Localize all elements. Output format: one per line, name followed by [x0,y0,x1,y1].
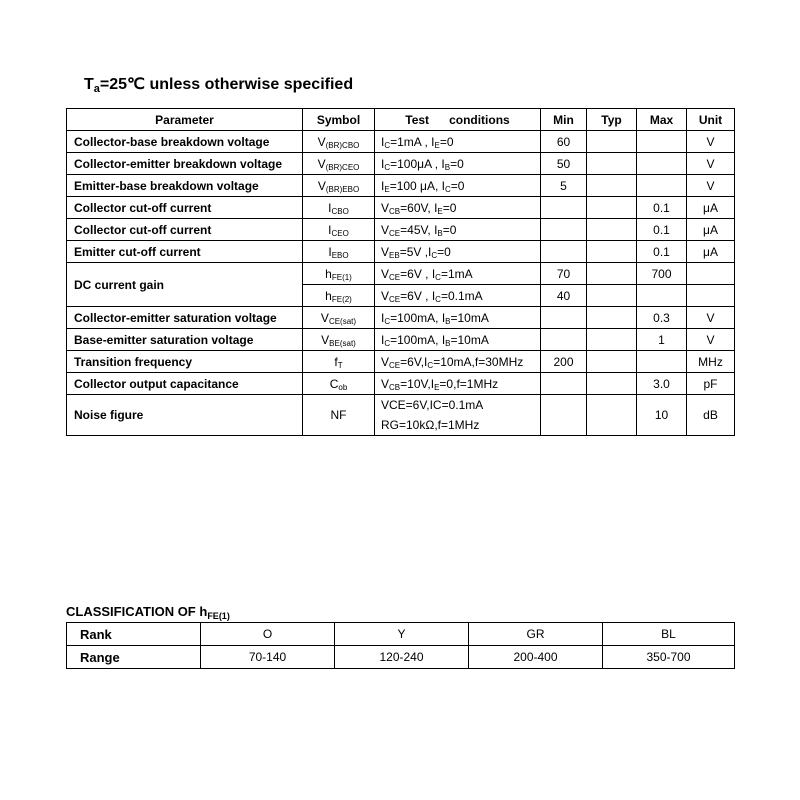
unit-cell: μA [687,241,735,263]
symbol-cell: $V_{(BR)CBO}$ [303,131,375,153]
parameter-cell: Collector cut-off current [67,197,303,219]
min-cell [541,395,587,436]
min-cell [541,219,587,241]
condition-cell: $I_E=100$ μA, $I_C=0$ [375,175,541,197]
conditions-heading: $T_a=25℃$ unless otherwise specified [84,76,354,95]
symbol-cell: $V_{BE(sat)}$ [303,329,375,351]
parameter-cell: Collector cut-off current [67,219,303,241]
max-cell: 10 [637,395,687,436]
rank-cell: O [201,623,335,646]
min-cell [541,329,587,351]
range-cell: 200-400 [469,646,603,669]
condition-cell: $I_C=100mA$, $I_B=10mA$ [375,329,541,351]
max-cell: 0.1 [637,197,687,219]
symbol-cell: $V_{(BR)EBO}$ [303,175,375,197]
min-cell [541,241,587,263]
symbol-cell: $C_{ob}$ [303,373,375,395]
symbol-cell: $f_T$ [303,351,375,373]
table-row [67,373,735,395]
table-row [67,241,735,263]
unit-cell: V [687,175,735,197]
unit-cell: V [687,153,735,175]
table-row [67,307,735,329]
unit-cell: V [687,329,735,351]
unit-cell: dB [687,395,735,436]
min-cell: 200 [541,351,587,373]
table-row [67,153,735,175]
condition-cell: $I_C=100mA$, $I_B=10mA$ [375,307,541,329]
parameter-cell: Collector-emitter saturation voltage [67,307,303,329]
symbol-cell: $I_{CBO}$ [303,197,375,219]
symbol-cell: $h_{FE(2)}$ [303,285,375,307]
unit-cell: μA [687,219,735,241]
table-row [67,263,735,285]
max-cell: 3.0 [637,373,687,395]
table-row [67,351,735,373]
parameter-cell: Base-emitter saturation voltage [67,329,303,351]
symbol-cell: $I_{CEO}$ [303,219,375,241]
range-row [67,646,735,669]
max-cell: 0.1 [637,241,687,263]
max-cell: 1 [637,329,687,351]
min-cell: 60 [541,131,587,153]
typ-cell [587,395,637,436]
parameter-cell: Collector-base breakdown voltage [67,131,303,153]
unit-cell: MHz [687,351,735,373]
parameter-cell: Emitter cut-off current [67,241,303,263]
min-cell [541,373,587,395]
condition-cell: $V_{CE}=6V,I_C=10mA,f=30MHz$ [375,351,541,373]
header-parameter: Parameter [67,109,303,131]
min-cell: 70 [541,263,587,285]
parameter-cell: Collector output capacitance [67,373,303,395]
max-cell: 700 [637,263,687,285]
min-cell: 40 [541,285,587,307]
typ-cell [587,373,637,395]
table-row [67,395,735,436]
range-cell: 70-140 [201,646,335,669]
symbol-cell: $I_{EBO}$ [303,241,375,263]
typ-cell [587,197,637,219]
max-cell: 0.1 [637,219,687,241]
table-row [67,329,735,351]
min-cell [541,197,587,219]
typ-cell [587,219,637,241]
max-cell [637,285,687,307]
condition-cell: $V_{CE}=6V$ , $I_C=0.1mA$ [375,285,541,307]
condition-cell: $V_{CB}=60V$, $I_E=0$ [375,197,541,219]
typ-cell [587,307,637,329]
rank-label: Rank [67,623,201,646]
table-row [67,219,735,241]
condition-line: VCE=6V,IC=0.1mA [381,398,484,412]
parameter-cell: Transition frequency [67,351,303,373]
min-cell: 5 [541,175,587,197]
condition-cell: $V_{CE}=6V$ , $I_C=1mA$ [375,263,541,285]
symbol-cell: $V_{(BR)CEO}$ [303,153,375,175]
classification-table [66,622,735,669]
parameter-cell: Emitter-base breakdown voltage [67,175,303,197]
condition-line: RG=10kΩ,f=1MHz [381,418,480,432]
rank-cell: Y [335,623,469,646]
range-cell: 120-240 [335,646,469,669]
typ-cell [587,285,637,307]
electrical-characteristics-table [66,108,735,436]
typ-cell [587,131,637,153]
typ-cell [587,329,637,351]
table-header-row [67,109,735,131]
symbol-cell: NF [303,395,375,436]
max-cell [637,351,687,373]
range-cell: 350-700 [603,646,735,669]
max-cell [637,153,687,175]
symbol-cell: $V_{CE(sat)}$ [303,307,375,329]
table-row [67,175,735,197]
parameter-cell: DC current gain [67,263,303,307]
symbol-cell: $h_{FE(1)}$ [303,263,375,285]
header-min: Min [541,109,587,131]
max-cell [637,175,687,197]
header-max: Max [637,109,687,131]
unit-cell [687,285,735,307]
parameter-cell: Noise figure [67,395,303,436]
condition-cell: $V_{CE}=45V$, $I_B=0$ [375,219,541,241]
typ-cell [587,263,637,285]
rank-cell: BL [603,623,735,646]
typ-cell [587,153,637,175]
range-label: Range [67,646,201,669]
header-typ: Typ [587,109,637,131]
condition-cell: $I_C=100\mu A$ , $I_B=0$ [375,153,541,175]
header-symbol: Symbol [303,109,375,131]
table-row [67,131,735,153]
unit-cell: V [687,131,735,153]
typ-cell [587,351,637,373]
min-cell [541,307,587,329]
rank-row [67,623,735,646]
max-cell [637,131,687,153]
condition-cell: $V_{CB}=10V,I_E=0,f=1MHz$ [375,373,541,395]
header-unit: Unit [687,109,735,131]
rank-cell: GR [469,623,603,646]
max-cell: 0.3 [637,307,687,329]
header-test-conditions: Test conditions [375,109,541,131]
typ-cell [587,175,637,197]
condition-cell: $V_{EB}=5V$ $,I_C=0$ [375,241,541,263]
condition-cell: $I_C=1mA$ , $I_E=0$ [375,131,541,153]
unit-cell: pF [687,373,735,395]
unit-cell [687,263,735,285]
table-row [67,197,735,219]
parameter-cell: Collector-emitter breakdown voltage [67,153,303,175]
classification-title: CLASSIFICATION OF $h_{FE(1)}$ [66,604,230,621]
typ-cell [587,241,637,263]
min-cell: 50 [541,153,587,175]
unit-cell: μA [687,197,735,219]
condition-cell [375,395,541,436]
unit-cell: V [687,307,735,329]
